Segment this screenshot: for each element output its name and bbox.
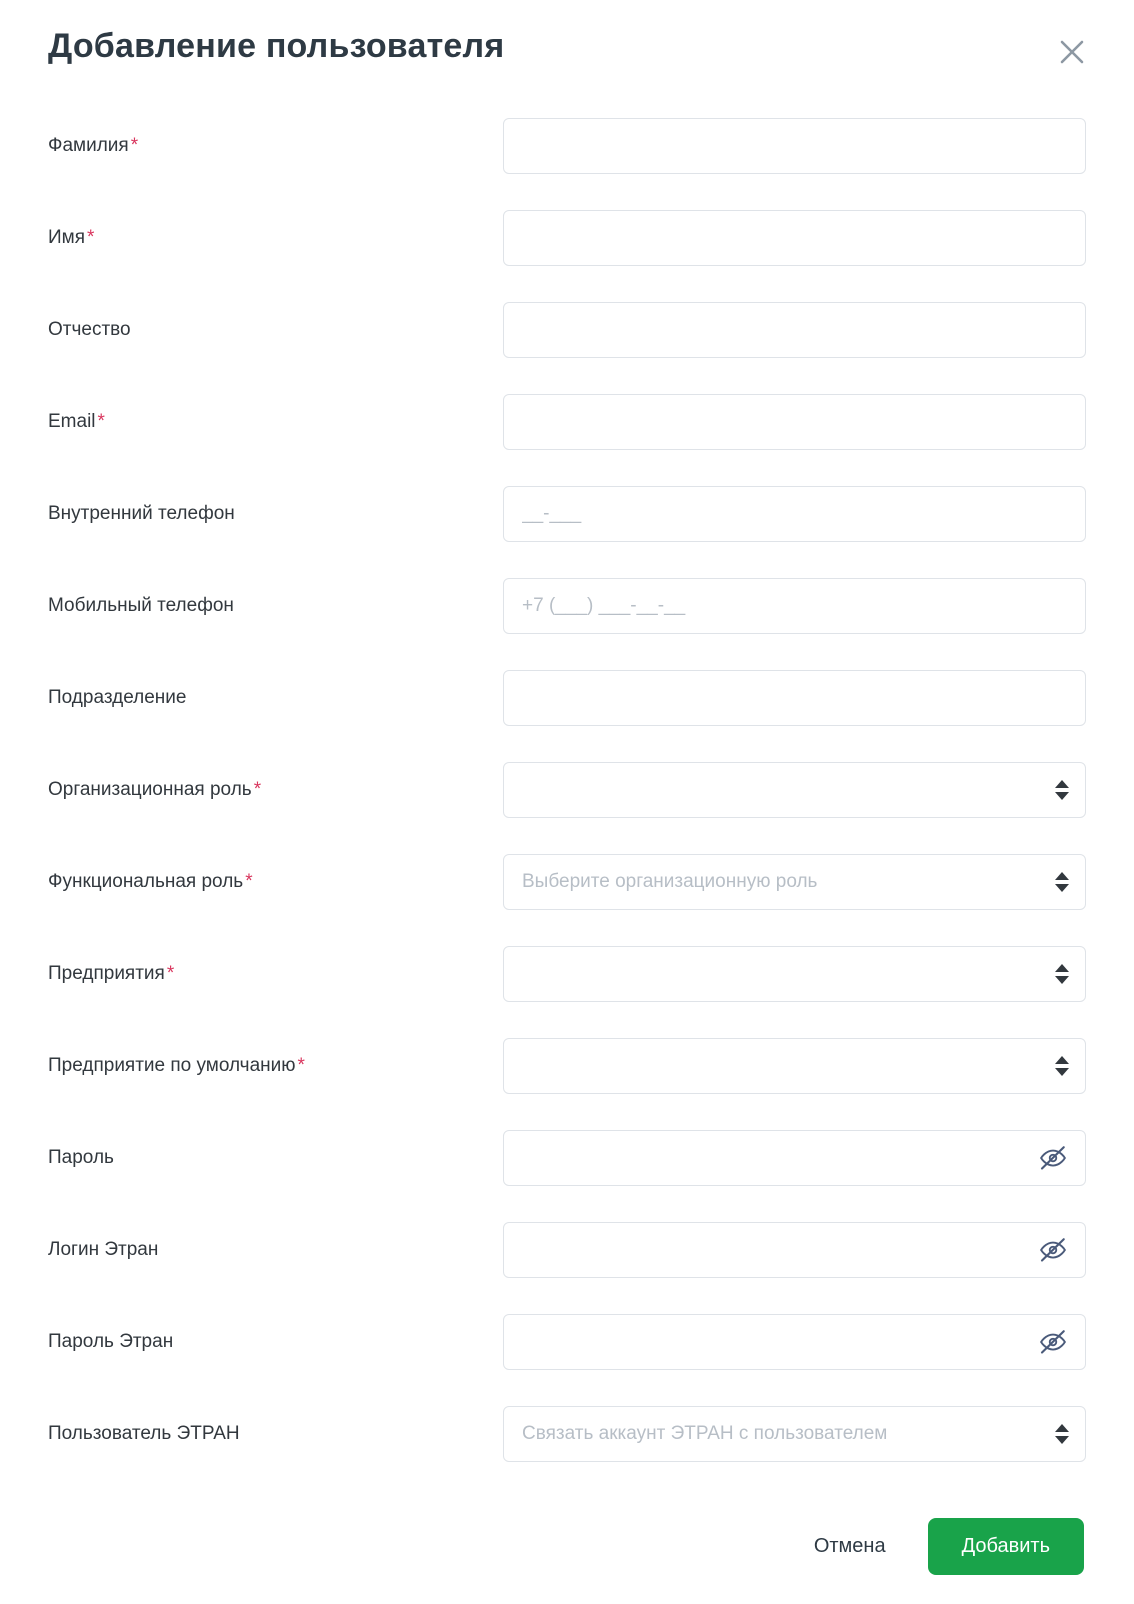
input-email[interactable] <box>503 394 1086 450</box>
chevron-updown-icon[interactable] <box>1055 1424 1069 1444</box>
required-marker: * <box>97 410 105 432</box>
field-label-text: Пароль <box>48 1146 114 1168</box>
chevron-updown-icon[interactable] <box>1055 964 1069 984</box>
field-label-пользователь-этран <box>48 1422 503 1447</box>
select-предприятие-по-умолчанию[interactable] <box>503 1038 1086 1094</box>
field-wrapper <box>503 578 1086 634</box>
field-label-отчество <box>48 318 503 343</box>
input-внутренний-телефон[interactable] <box>503 486 1086 542</box>
field-label-text: Фамилия <box>48 134 129 156</box>
field-wrapper <box>503 1314 1086 1370</box>
field-wrapper <box>503 118 1086 174</box>
field-label-text: Мобильный телефон <box>48 594 234 616</box>
close-icon[interactable] <box>1052 32 1092 72</box>
field-wrapper <box>503 302 1086 358</box>
input-подразделение[interactable] <box>503 670 1086 726</box>
form-row <box>48 468 1086 560</box>
field-wrapper <box>503 762 1086 818</box>
field-wrapper <box>503 854 1086 910</box>
chevron-updown-icon[interactable] <box>1055 1056 1069 1076</box>
field-wrapper <box>503 1130 1086 1186</box>
input-пароль[interactable] <box>503 1130 1086 1186</box>
dialog-footer <box>48 1518 1086 1575</box>
field-label-мобильный-телефон <box>48 594 503 619</box>
add-user-form <box>48 100 1086 1480</box>
form-row <box>48 1388 1086 1480</box>
input-пароль-этран[interactable] <box>503 1314 1086 1370</box>
select-пользователь-этран[interactable] <box>503 1406 1086 1462</box>
input-фамилия[interactable] <box>503 118 1086 174</box>
required-marker: * <box>253 778 262 800</box>
form-row <box>48 1020 1086 1112</box>
field-label-text: Внутренний телефон <box>48 502 235 524</box>
field-wrapper <box>503 394 1086 450</box>
field-label-пароль <box>48 1146 503 1171</box>
required-marker: * <box>87 226 95 248</box>
field-wrapper <box>503 1038 1086 1094</box>
cancel-button[interactable]: Отмена <box>808 1523 892 1570</box>
form-row <box>48 744 1086 836</box>
form-row <box>48 836 1086 928</box>
field-label-организационная-роль <box>48 778 503 803</box>
input-отчество[interactable] <box>503 302 1086 358</box>
required-marker: * <box>166 962 175 984</box>
input-имя[interactable] <box>503 210 1086 266</box>
field-label-предприятия <box>48 962 503 987</box>
add-button[interactable]: Добавить <box>928 1518 1084 1575</box>
field-label-функциональная-роль <box>48 870 503 895</box>
page-title: Добавление пользователя <box>48 27 505 65</box>
field-wrapper <box>503 210 1086 266</box>
field-label-text: Пользователь ЭТРАН <box>48 1422 240 1444</box>
field-label-text: Логин Этран <box>48 1238 159 1260</box>
eye-off-icon[interactable] <box>1036 1325 1070 1359</box>
form-row <box>48 928 1086 1020</box>
eye-off-icon[interactable] <box>1036 1141 1070 1175</box>
form-row <box>48 100 1086 192</box>
input-логин-этран[interactable] <box>503 1222 1086 1278</box>
field-label-предприятие-по-умолчанию <box>48 1054 503 1079</box>
field-label-фамилия <box>48 134 503 159</box>
field-label-имя <box>48 226 503 251</box>
eye-off-icon[interactable] <box>1036 1233 1070 1267</box>
field-label-text: Отчество <box>48 318 131 340</box>
form-row <box>48 192 1086 284</box>
form-row <box>48 1204 1086 1296</box>
select-предприятия[interactable] <box>503 946 1086 1002</box>
input-мобильный-телефон[interactable] <box>503 578 1086 634</box>
select-функциональная-роль[interactable] <box>503 854 1086 910</box>
field-label-text: Предприятия <box>48 962 165 984</box>
required-marker: * <box>245 870 253 892</box>
select-value: Связать аккаунт ЭТРАН с пользователем <box>522 1423 888 1444</box>
select-организационная-роль[interactable] <box>503 762 1086 818</box>
form-row <box>48 1296 1086 1388</box>
select-value: Выберите организационную роль <box>522 871 818 892</box>
field-label-text: Функциональная роль <box>48 870 244 892</box>
field-label-пароль-этран <box>48 1330 503 1355</box>
required-marker: * <box>130 134 139 156</box>
field-label-логин-этран <box>48 1238 503 1263</box>
form-row <box>48 560 1086 652</box>
dialog-header <box>48 0 1086 82</box>
field-wrapper <box>503 670 1086 726</box>
field-label-text: Подразделение <box>48 686 187 708</box>
field-label-подразделение <box>48 686 503 711</box>
form-row <box>48 284 1086 376</box>
field-label-email <box>48 410 503 435</box>
chevron-updown-icon[interactable] <box>1055 780 1069 800</box>
form-row <box>48 1112 1086 1204</box>
field-wrapper <box>503 946 1086 1002</box>
field-label-text: Предприятие по умолчанию <box>48 1054 296 1076</box>
field-wrapper <box>503 1406 1086 1462</box>
field-wrapper <box>503 486 1086 542</box>
form-row <box>48 652 1086 744</box>
field-label-text: Организационная роль <box>48 778 252 800</box>
field-label-text: Пароль Этран <box>48 1330 174 1352</box>
chevron-updown-icon[interactable] <box>1055 872 1069 892</box>
required-marker: * <box>297 1054 305 1076</box>
field-wrapper <box>503 1222 1086 1278</box>
field-label-text: Email <box>48 410 96 432</box>
form-row <box>48 376 1086 468</box>
field-label-text: Имя <box>48 226 86 248</box>
field-label-внутренний-телефон <box>48 502 503 527</box>
